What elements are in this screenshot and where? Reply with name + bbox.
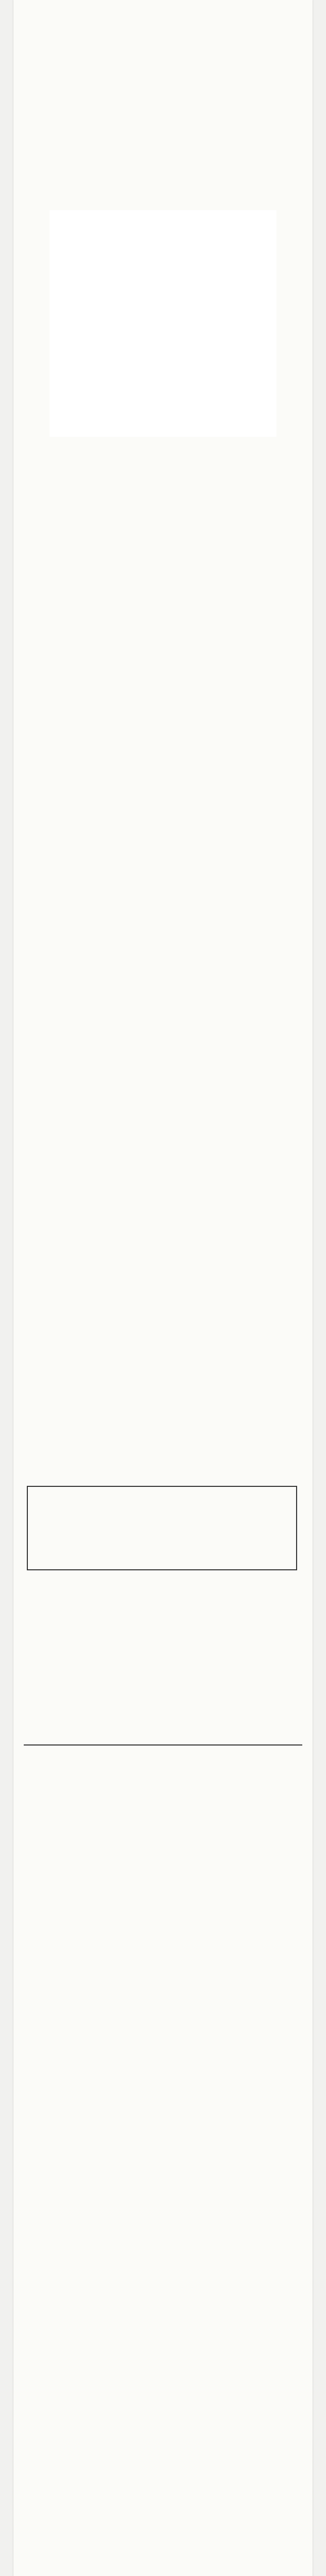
observaciones-label — [28, 1563, 296, 1569]
observaciones-box — [27, 1486, 297, 1570]
qr-code-icon — [50, 210, 276, 437]
qr-code — [50, 210, 276, 437]
receipt-sheet — [13, 0, 313, 2576]
divider — [24, 1744, 302, 1745]
